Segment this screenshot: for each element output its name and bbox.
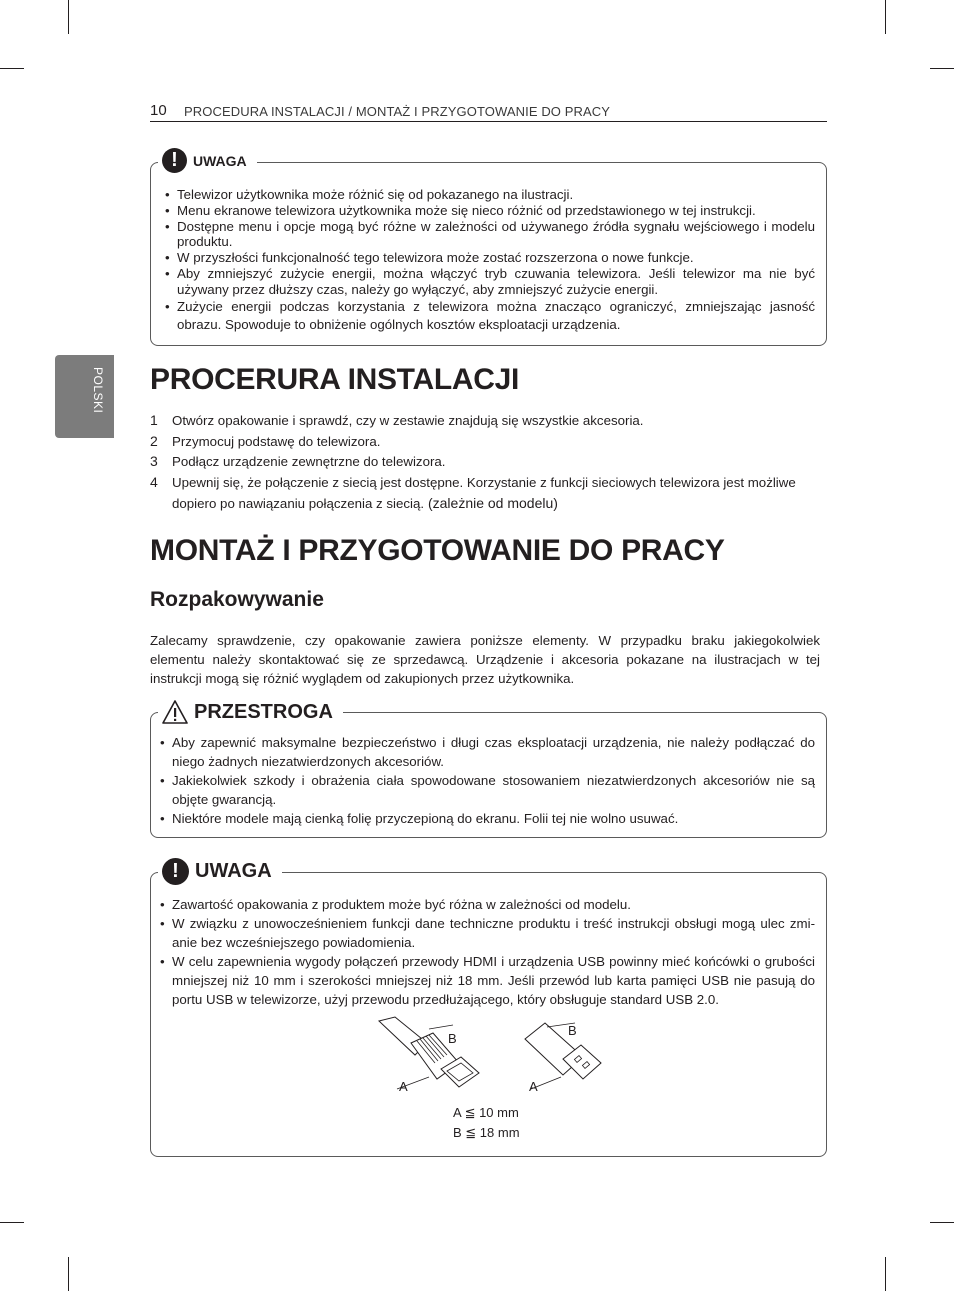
step-number: 3 <box>150 453 158 469</box>
note-box-title <box>158 858 282 885</box>
figure-label-b: B <box>448 1031 457 1046</box>
list-item: • Aby zmniejszyć zużycie energii, można włączyć tryb czuwania telewizora. Jeśli telewizor ma nie być używany przez dłuższy czas, należy go wyłączyć, aby zmniejszyć zużycie energii. <box>165 266 815 298</box>
step-text: Upewnij się, że połączenie z siecią jest dostępne. Korzystanie z funkcji sieciowych telewizora jest możliwe dopiero po nawiązaniu połączenia z siecią. <box>172 474 796 511</box>
list-item: • Jakiekolwiek szkody i obrażenia ciała spowodowane stosowaniem niezatwierdzonych akcesoriów nie są objęte gwarancją. <box>160 771 815 809</box>
intro-paragraph: Zalecamy sprawdzenie, czy opakowanie zawiera poniższe elementy. W przypadku braku jakiegokolwiek elementu należy skontaktować się ze sprzedawcą. Urządzenie i akcesoria pokazane na ilustracjach w tej instrukcji mogą się różnić wyglądem od zakupionych przez użytkownika. <box>150 633 820 686</box>
installation-steps <box>150 411 810 515</box>
step-number: 1 <box>150 412 158 428</box>
language-tab-label: POLSKI <box>91 367 105 414</box>
exclamation-circle-icon: ! <box>162 148 187 173</box>
step-text: Otwórz opakowanie i sprawdź, czy w zestawie znajdują się wszystkie akcesoria. <box>172 413 644 428</box>
figure-label-a: A <box>529 1079 538 1094</box>
list-item: • Telewizor użytkownika może różnić się od pokazanego na ilustracji. <box>165 187 815 203</box>
section-title-installation: PROCERURA INSTALACJI <box>150 363 520 396</box>
list-item <box>150 452 810 473</box>
warning-triangle-icon <box>162 699 188 725</box>
list-item <box>150 432 810 453</box>
crop-mark <box>930 1222 954 1223</box>
list-item <box>150 473 810 515</box>
list-item: • W przyszłości funkcjonalność tego telewizora może zostać rozszerzona o nowe funkcje. <box>165 250 815 266</box>
step-number: 2 <box>150 432 158 449</box>
list-item: • Aby zapewnić maksymalne bezpieczeństwo i długi czas eksploatacji urządzenia, nie należy podłączać do niego żadnych niezatwierdzonych akcesoriów. <box>160 733 815 771</box>
figure-spec-a: A ≦ 10 mm <box>453 1105 519 1120</box>
hdmi-cable-illustration <box>375 1015 485 1101</box>
figure-label-a: A <box>399 1079 408 1094</box>
note-list <box>165 187 815 334</box>
crop-mark <box>0 1222 24 1223</box>
step-text: Podłącz urządzenie zewnętrzne do telewizora. <box>172 454 446 469</box>
crop-mark <box>930 68 954 69</box>
list-item: • Zawartość opakowania z produktem może być różna w zależności od modelu. <box>160 895 815 914</box>
page-number: 10 <box>150 102 167 119</box>
list-item: • Dostępne menu i opcje mogą być różne w zależności od używanego źródła sygnału wejściowego i modelu produktu. <box>165 219 815 251</box>
crop-mark <box>885 0 886 34</box>
caution-box <box>150 700 827 838</box>
step-text: Przymocuj podstawę do telewizora. <box>172 433 381 449</box>
caution-title: PRZESTROGA <box>194 700 333 723</box>
step-suffix: (zależnie od modelu) <box>424 495 558 511</box>
list-item: • W związku z unowocześnieniem funkcji dane techniczne produktu i treść instrukcji obsługi mogą ulec zmi-anie bez wcześniejszego powiadomienia. <box>160 914 815 952</box>
list-item <box>150 411 810 432</box>
crop-mark <box>0 68 24 69</box>
language-tab <box>55 355 114 438</box>
subsection-title: Rozpakowywanie <box>150 588 324 611</box>
list-item: • W celu zapewnienia wygody połączeń przewody HDMI i urządzenia USB powinny mieć końcówki o grubości mniejszej niż 10 mm i szerokości mniejszej niż 18 mm. Jeśli przewód lub karta pamięci USB nie pasują do portu USB w telewizorze, użyj przewodu przedłużającego, który obsługuje standard USB 2.0. <box>160 952 815 1009</box>
list-item: • Menu ekranowe telewizora użytkownika może się nieco różnić od przedstawionego w tej instrukcji. <box>165 203 815 219</box>
note-box-bottom <box>150 860 827 1157</box>
figure-label-b: B <box>568 1023 577 1038</box>
crop-mark <box>68 1257 69 1291</box>
running-title: PROCEDURA INSTALACJI / MONTAŻ I PRZYGOTOWANIE DO PRACY <box>184 104 611 119</box>
note-list <box>160 895 815 1009</box>
page-header <box>150 102 827 122</box>
figure-spec-b: B ≦ 18 mm <box>453 1125 520 1140</box>
section-title-assembly: MONTAŻ I PRZYGOTOWANIE DO PRACY <box>150 534 725 567</box>
note-title: UWAGA <box>195 860 272 882</box>
note-title: UWAGA <box>193 152 247 169</box>
exclamation-circle-icon: ! <box>162 858 189 885</box>
crop-mark <box>68 0 69 34</box>
list-item: • Niektóre modele mają cienką folię przyczepioną do ekranu. Folii tej nie wolno usuwać. <box>160 809 815 828</box>
step-number: 4 <box>150 473 158 490</box>
caution-box-title <box>158 699 343 725</box>
list-item: • Zużycie energii podczas korzystania z telewizora można znacząco ograniczyć, zmniejszając jasność obrazu. Spowoduje to obniżenie ogólnych kosztów eksploatacji urządzenia. <box>165 298 815 334</box>
crop-mark <box>885 1257 886 1291</box>
note-box-title <box>158 148 257 173</box>
note-box-top <box>150 149 827 346</box>
caution-list <box>160 733 815 828</box>
